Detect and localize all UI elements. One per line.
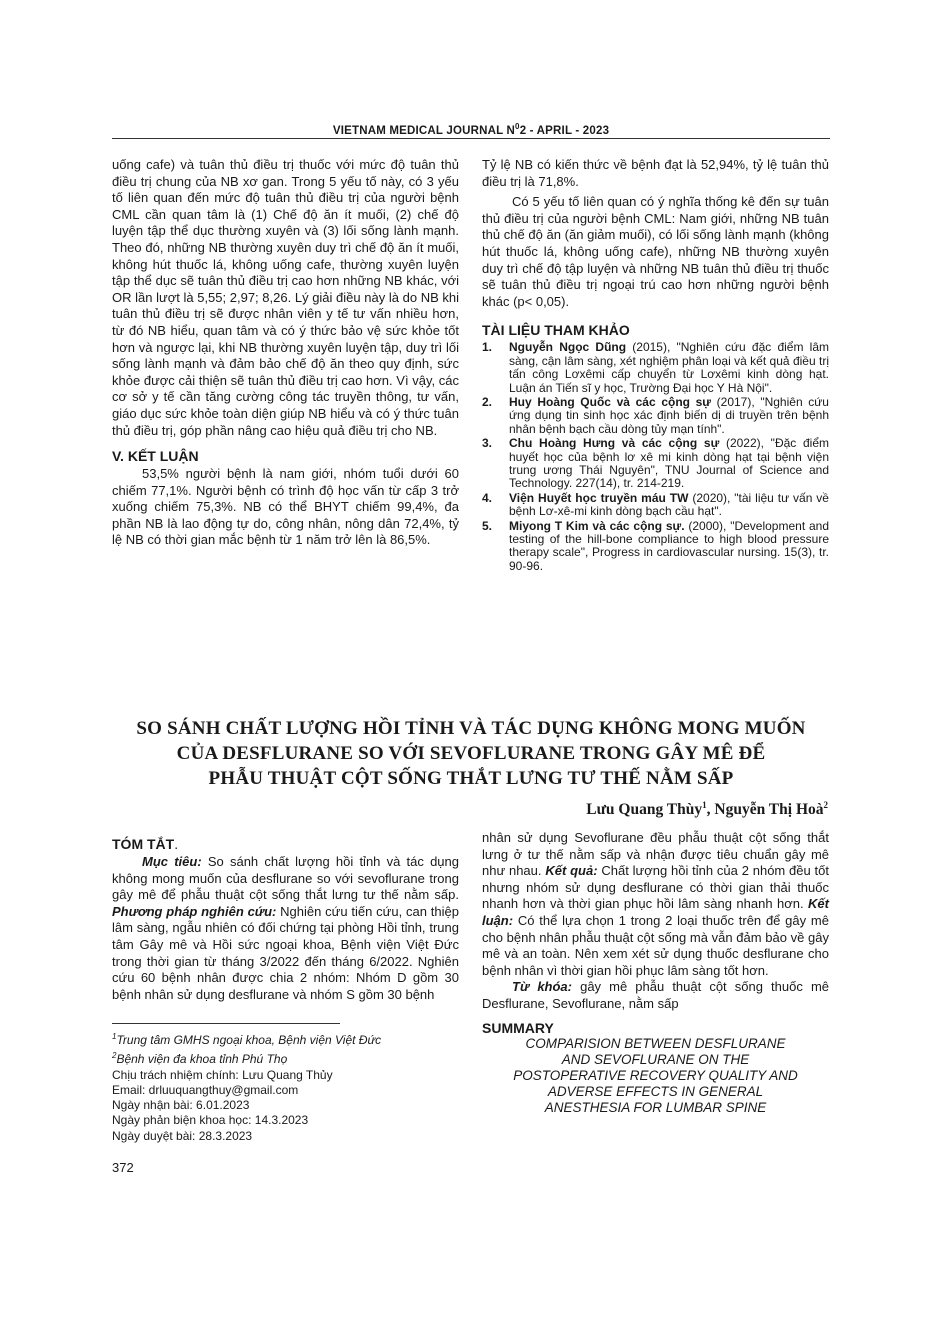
reference-author: Nguyễn Ngọc Dũng [509,340,627,355]
result-text: Chất lượng hồi tỉnh của 2 nhóm đều tốt nhưng nhóm sử dụng desflurane có thời gian thải thuốc nhanh hơn và thời gian phục hồi lâm sàng nhanh hơn. [482,863,830,912]
reference-text: (2015), "Nghiên cứu đặc điểm lâm sàng, cận lâm sàng, xét nghiệm phân loại và kết quả điều trị tấn công Lơxêmi cấp chuyển từ Lơxêmi kinh dòng hạt. Luận án Tiến sĩ y học, Trường Đại học Y Hà Nội". [509,340,830,395]
abstract-right-paragraph [482,830,829,979]
footnotes [112,1029,462,1144]
summary-line: ANESTHESIA FOR LUMBAR SPINE [544,1099,767,1115]
summary-line: COMPARISION BETWEEN DESFLURANE [525,1035,786,1051]
running-header [0,122,942,137]
affiliation-1 [112,1029,462,1048]
author-separator: , [706,801,715,819]
author-2-sup: 2 [823,800,828,810]
summary-line: AND SEVOFLURANE ON THE [561,1051,750,1067]
right-body-paragraph-1: Tỷ lệ NB có kiến thức về bệnh đạt là 52,94%, tỷ lệ tuân thủ điều trị là 71,8%. [482,157,829,189]
aff2-text: Bệnh viện đa khoa tỉnh Phú Thọ [116,1052,288,1067]
keywords-label: Từ khóa: [512,979,572,995]
reference-number: 1. [482,340,493,355]
abstract-conclusion-text: Có thể lựa chọn 1 trong 2 loại thuốc trên để gây mê cho bệnh nhân phẫu thuật cột sống mà vẫn đảm bảo về gây mê và an toàn. Nên xem xét sử dụng thuốc desflurane cho bệnh nhân vì thời gian hồi phục lâm sàng tốt hơn. [482,912,829,978]
abstract-continuation: nhân sử dụng Sevoflurane đều phẫu thuật cột sống thắt lưng ở tư thế nằm sấp và nhận được tiêu chuẩn gây mê như nhau. [482,830,829,879]
result-label: Kết quả: [545,863,598,879]
author-1: Lưu Quang Thùy [586,801,703,819]
conclusion-paragraph: 53,5% người bệnh là nam giới, nhóm tuổi dưới 60 chiếm 77,1%. Người bệnh có trình độ học vấn từ cấp 3 trở xuống chiếm 75,3%. NB có thể BHYT chiếm 99,4%, đa phần NB là lao động tự do, công nhân, nông dân 72,4%, tỷ lệ NB có thời gian mắc bệnh từ 1 năm trở lên là 86,5%. [112,466,459,548]
summary-title [482,1036,829,1116]
abstract-right [482,830,829,1116]
reference-item [482,341,829,395]
date-received: Ngày nhận bài: 6.01.2023 [112,1098,250,1113]
abstract-heading-text: TÓM TẮT [112,836,175,852]
affiliation-2 [112,1048,462,1067]
author-1-sup: 1 [702,800,707,810]
abstract-heading-dot: . [174,836,179,852]
reference-number: 2. [482,394,493,409]
reference-text: (2017), "Nghiên cứu ứng dụng tin sinh học xác định biến dị di truyền trên bệnh nhân bệnh bạch cầu dòng tủy mạn tính". [509,394,829,436]
title-line-1: SO SÁNH CHẤT LƯỢNG HỒI TỈNH VÀ TÁC DỤNG KHÔNG MONG MUỐN [136,718,806,739]
objective-label: Mục tiêu: [142,854,202,869]
reference-author: Chu Hoàng Hưng và các cộng sự [509,436,720,451]
date-reviewed: Ngày phản biện khoa học: 14.3.2023 [112,1113,309,1128]
abstract-heading [112,836,459,852]
keywords-paragraph [482,979,829,1012]
abstract-left [112,836,459,1003]
header-issue: 2 - APRIL - 2023 [519,124,610,137]
abstract-paragraph [112,854,459,1003]
header-sup: 0 [515,122,520,131]
summary-heading: SUMMARY [482,1019,554,1036]
aff1-text: Trung tâm GMHS ngoại khoa, Bệnh viện Việt Đức [116,1033,382,1047]
page-number: 372 [112,1160,134,1175]
reference-item [482,520,829,574]
footnote-rule [112,1023,340,1024]
reference-number: 5. [482,518,493,533]
objective-text: So sánh chất lượng hồi tỉnh và tác dụng không mong muốn của desflurane so với sevoflurane trong gây mê để phẫu thuật cột sống thắt lưng tư thế nằm sấp. [112,854,460,903]
aff2-sup: 2 [112,1051,117,1061]
article-authors [586,800,828,819]
title-line-3: PHẪU THUẬT CỘT SỐNG THẮT LƯNG TƯ THẾ NẰM SẤP [208,768,734,789]
conclusion-heading: V. KẾT LUẬN [112,448,199,465]
reference-number: 3. [482,436,493,451]
reference-author: Huy Hoàng Quốc và các cộng sự [509,394,711,409]
reference-item [482,492,829,519]
keywords-text: gây mê phẫu thuật cột sống thuốc mê Desflurane, Sevoflurane, nằm sấp [482,979,830,1011]
aff1-sup: 1 [112,1032,117,1041]
method-label: Phương pháp nghiên cứu: [112,903,277,919]
header-journal: VIETNAM MEDICAL JOURNAL N [332,124,516,137]
reference-text: (2000), "Development and testing of the hill-bone compliance to high blood pressure therapy scale", Progress in cardiovascular nursing. 15(3), tr. 90-96. [509,518,829,573]
references-heading: TÀI LIỆU THAM KHẢO [482,322,630,339]
reference-item [482,396,829,436]
author-2: Nguyễn Thị Hoà [714,801,824,819]
left-body-paragraph: uống cafe) và tuân thủ điều trị thuốc với mức độ tuân thủ điều trị chung của NB xơ gan. Trong 5 yếu tố này, có 3 yếu tố liên quan đến mức độ tuân thủ điều trị của người bệnh CML cần quan tâm là (1) Chế độ ăn ít muối, (2) chế độ luyện tập thể dục thường xuyên và (3) lối sống lành mạnh. Theo đó, những NB thường xuyên duy trì chế độ ăn ít muối, không hút thuốc lá, không uống cafe, thường xuyên luyện tập thể dục sẽ tuân thủ điều trị cao hơn những NB khác, với OR lần lượt là 5,55; 2,97; 8,26. Lý giải điều này là do NB khi tuân thủ điều trị sẽ được nhân viên y tế tư vấn nhiều hơn, từ đó NB hiểu, quan tâm và có ý thức bảo vệ sức khỏe tốt hơn và ngược lại, khi NB thường xuyên luyện tập, duy trì lối sống lành mạnh và đảm bảo chế độ ăn theo quy định, sức khỏe được cải thiện sẽ tuân thủ điều trị cao hơn. Vì vậy, các cơ sở y tế cần tăng cường công tác truyền thông, tư vấn, giáo dục sức khỏe toàn diện giúp NB hiểu và có ý thức tuân thủ điều trị, góp phần nâng cao hiệu quả điều trị cho NB. [112,157,459,438]
reference-author: Miyong T Kim và các cộng sự. [509,518,685,533]
reference-text: (2022), "Đặc điểm huyết học của bệnh lơ xê mi kinh dòng hạt tại bệnh viện trung ương Thái Nguyên", TNU Journal of Science and Technology. 227(14), tr. 214-219. [509,436,829,491]
summary-line: POSTOPERATIVE RECOVERY QUALITY AND [513,1067,798,1083]
reference-author: Viện Huyết học truyền máu TW [509,490,689,505]
date-accepted: Ngày duyệt bài: 28.3.2023 [112,1128,253,1143]
references-list [482,341,829,573]
reference-number: 4. [482,490,493,505]
reference-item [482,437,829,491]
left-column [112,157,459,549]
summary-line: ADVERSE EFFECTS IN GENERAL [547,1083,764,1099]
right-body-paragraph-2: Có 5 yếu tố liên quan có ý nghĩa thống kê đến sự tuân thủ điều trị của người bệnh CML: Nam giới, những NB tuân thủ chế độ ăn (ăn giảm muối), có lối sống lành mạnh (không hút thuốc lá, không uống cafe), những NB thường xuyên duy trì chế độ tập luyện và những NB tuân thủ điều trị thuốc sẽ tuân thủ điều trị ngoại trú cao hơn những người bệnh khác (p< 0,05). [482,194,829,309]
article-title [60,716,882,791]
right-column [482,157,829,574]
email: Email: drluuquangthuy@gmail.com [112,1082,299,1097]
abstract-conclusion-label: Kết luận: [482,896,829,928]
header-rule [112,138,830,139]
title-line-2: CỦA DESFLURANE SO VỚI SEVOFLURANE TRONG GÂY MÊ ĐỂ [176,743,766,764]
method-text: Nghiên cứu tiến cứu, can thiệp lâm sàng, ngẫu nhiên có đối chứng tại phòng Hồi tỉnh, trung tâm Gây mê và Hồi sức ngoại khoa, Bệnh viện Việt Đức trong thời gian từ tháng 3/2022 đến tháng 6/2022. Nghiên cứu 60 bệnh nhân được chia 2 nhóm: Nhóm D gồm 30 bệnh nhân sử dụng desflurane và nhóm S gồm 30 bệnh [112,903,459,1002]
corresponding-author: Chịu trách nhiệm chính: Lưu Quang Thủy [112,1067,333,1082]
reference-text: (2020), "tài liệu tư vấn về bệnh Lơ-xê-mi kinh dòng bạch cầu hạt". [509,490,829,519]
